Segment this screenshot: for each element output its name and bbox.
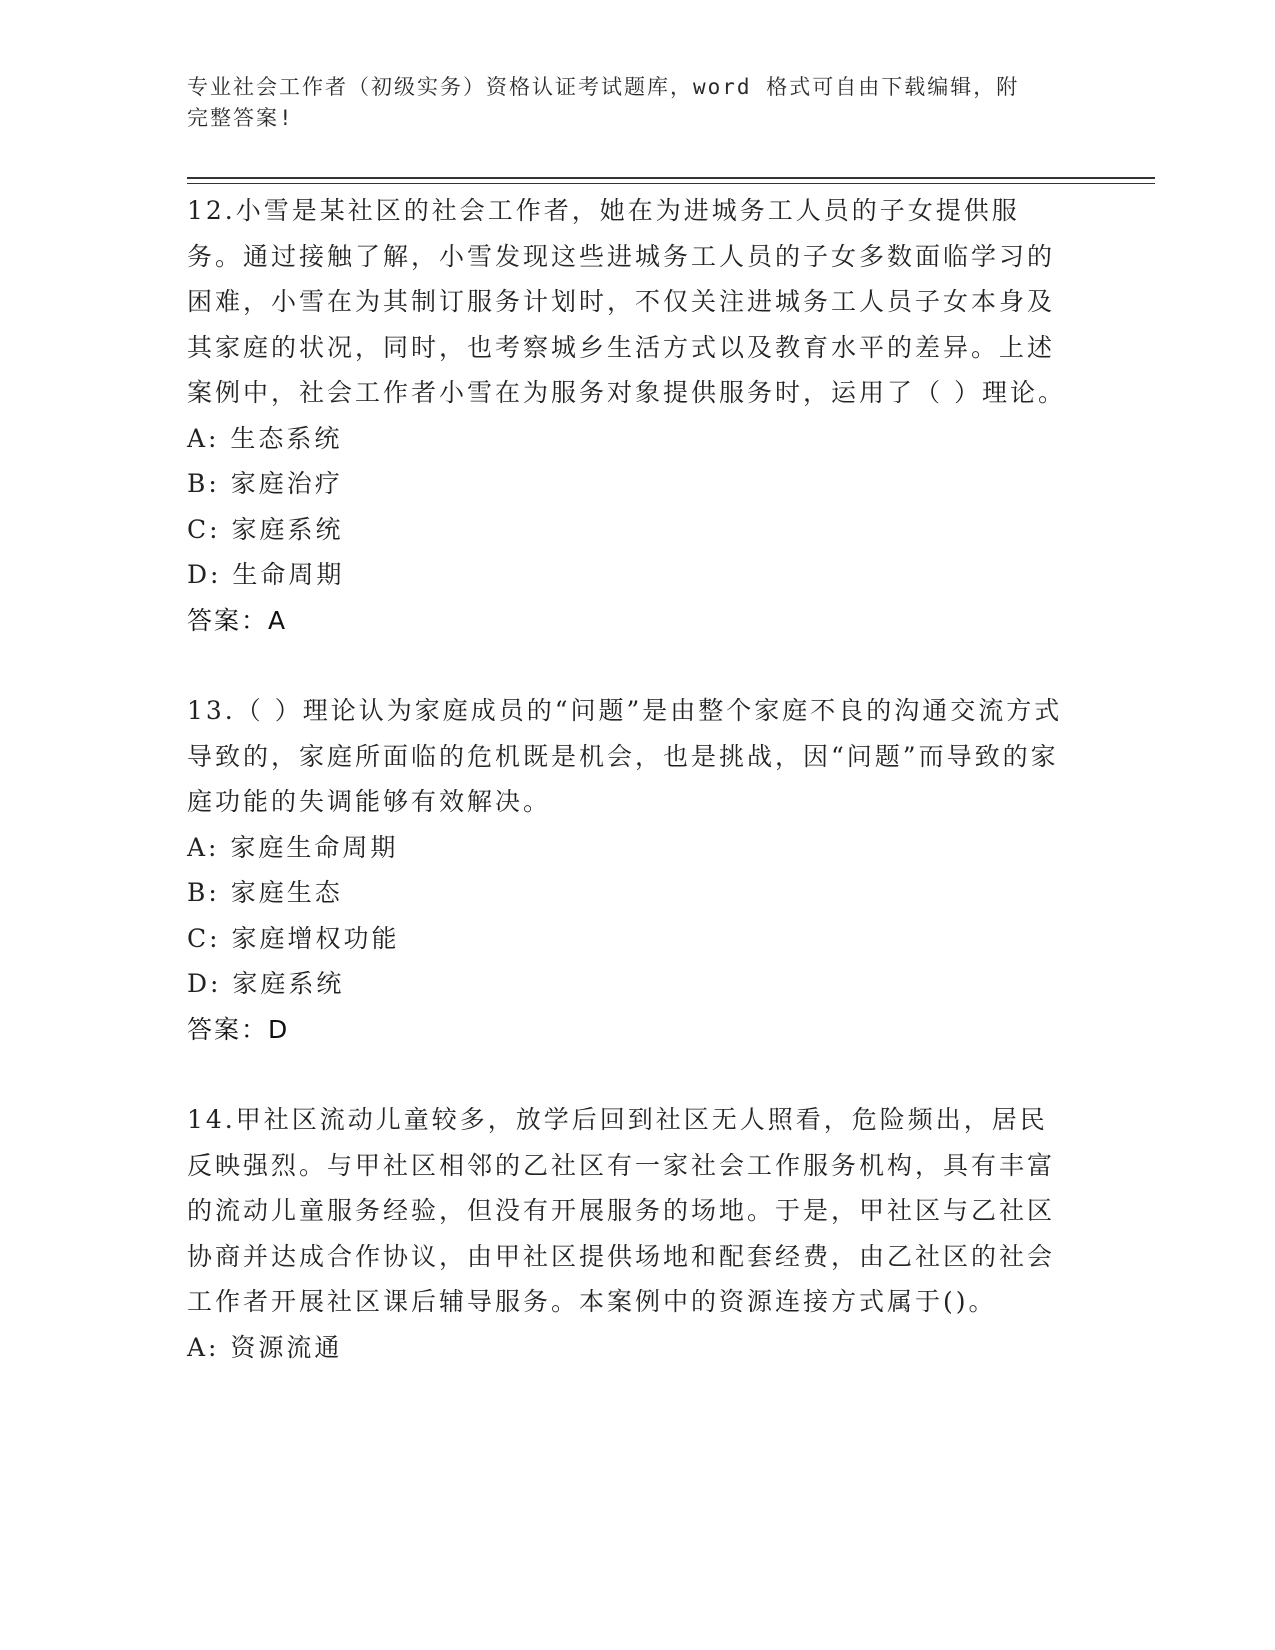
option-d: D: 家庭系统 xyxy=(187,969,345,998)
question-stem: 12.小雪是某社区的社会工作者，她在为进城务工人员的子女提供服务。通过接触了解，小雪发现这些进城务工人员的子女多数面临学习的困难，小雪在为其制订服务计划时，不仅关注进城务工人员子女本身及其家庭的状况，同时，也考察城乡生活方式以及教育水平的差异。上述案例中，社会工作者小雪在为服务对象提供服务时，运用了（ ）理论。 xyxy=(187,196,1066,407)
option-a: A: 家庭生命周期 xyxy=(187,832,399,862)
question-stem: 14.甲社区流动儿童较多，放学后回到社区无人照看，危险频出，居民反映强烈。与甲社区相邻的乙社区有一家社会工作服务机构，具有丰富的流动儿童服务经验，但没有开展服务的场地。于是，甲社区与乙社区协商并达成合作协议，由甲社区提供场地和配套经费，由乙社区的社会工作者开展社区课后辅导服务。本案例中的资源连接方式属于()。 xyxy=(187,1105,1056,1316)
header-divider-thick xyxy=(187,177,1155,179)
question-stem: 13.（ ）理论认为家庭成员的“问题”是由整个家庭不良的沟通交流方式导致的，家庭所面临的危机既是机会，也是挑战，因“问题”而导致的家庭功能的失调能够有效解决。 xyxy=(187,696,1063,816)
header-divider-thin xyxy=(187,183,1155,184)
header-line-1: 专业社会工作者（初级实务）资格认证考试题库，word 格式可自由下载编辑，附 xyxy=(187,75,1020,99)
answer-label: 答案：D xyxy=(187,1014,290,1044)
question-14 xyxy=(187,1097,1067,1370)
header-line-2: 完整答案! xyxy=(187,106,294,130)
option-b: B: 家庭治疗 xyxy=(187,469,343,498)
option-b: B: 家庭生态 xyxy=(187,878,343,907)
option-c: C: 家庭增权功能 xyxy=(187,923,400,953)
option-d: D: 生命周期 xyxy=(187,560,345,589)
option-a: A: 生态系统 xyxy=(187,423,343,453)
option-a: A: 资源流通 xyxy=(187,1332,343,1362)
document-header xyxy=(187,72,1067,134)
question-13 xyxy=(187,688,1067,1052)
option-c: C: 家庭系统 xyxy=(187,514,344,544)
answer-label: 答案：A xyxy=(187,605,288,635)
question-12 xyxy=(187,188,1067,643)
question-list xyxy=(187,188,1067,1370)
